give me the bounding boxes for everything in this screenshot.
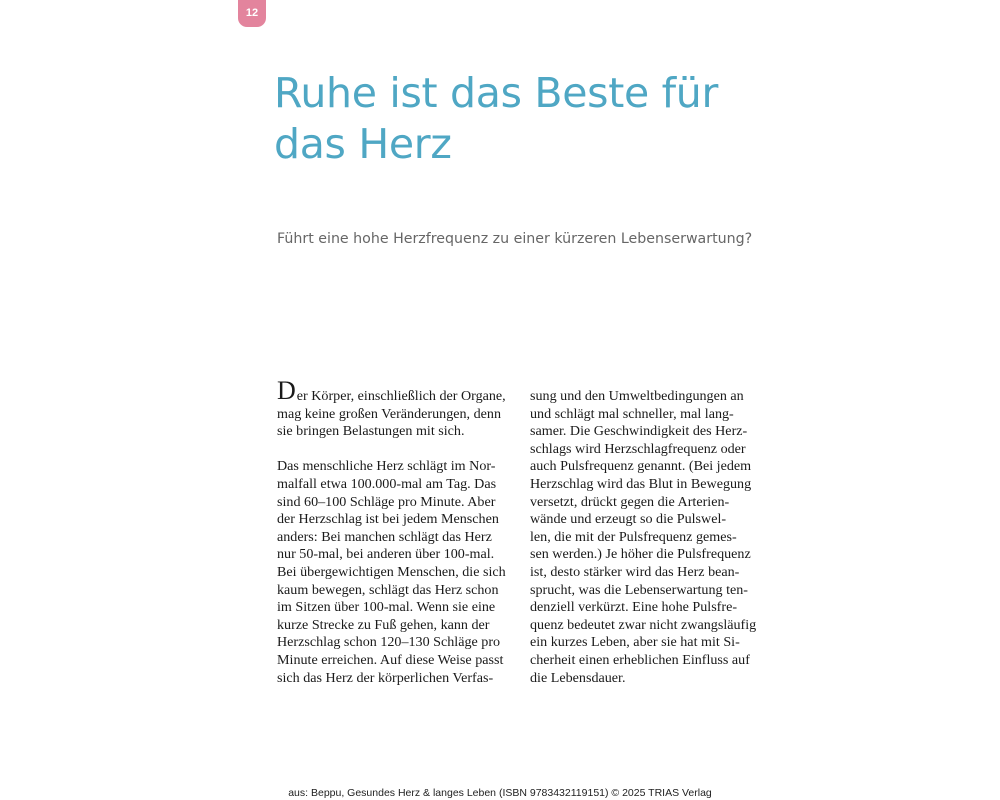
body-line: ist, desto stärker wird das Herz bean- [530, 563, 740, 580]
title-line: das Herz [274, 120, 452, 168]
body-line: sung und den Umweltbedingungen an [530, 388, 744, 404]
body-line: Das menschliche Herz schlägt im Nor- [277, 458, 496, 475]
body-line: auch Pulsfrequenz genannt. (Bei jedem [530, 458, 752, 475]
body-line: denziell verkürzt. Eine hohe Pulsfre- [530, 599, 738, 616]
body-line: malfall etwa 100.000-mal am Tag. Das [277, 475, 497, 492]
body-line: ein kurzes Leben, aber sie hat mit Si- [530, 634, 740, 651]
body-line: der Herzschlag ist bei jedem Menschen [277, 511, 499, 528]
body-line: anders: Bei manchen schlägt das Herz [277, 528, 492, 545]
body-line: cherheit einen erheblichen Einfluss auf [530, 651, 750, 668]
first-line [277, 376, 513, 406]
body-line: quenz bedeutet zwar nicht zwangsläufig [530, 616, 757, 633]
body-line: und schlägt mal schneller, mal lang- [530, 405, 734, 422]
body-column-left [277, 376, 513, 687]
body-line: sind 60–100 Schläge pro Minute. Aber [277, 493, 496, 510]
body-line: Herzschlag schon 120–130 Schläge pro [277, 634, 501, 651]
body-line: wände und erzeugt so die Pulswel- [530, 511, 727, 528]
body-line: schlags wird Herzschlagfrequenz oder [530, 440, 746, 457]
body-line: im Sitzen über 100-mal. Wenn sie eine [277, 599, 496, 616]
body-line: sie bringen Belastungen mit sich. [277, 423, 465, 440]
body-line: len, die mit der Pulsfrequenz gemes- [530, 528, 737, 545]
body-column-right [530, 388, 768, 687]
body-line: kurze Strecke zu Fuß gehen, kann der [277, 616, 490, 633]
body-line: kaum bewegen, schlägt das Herz schon [277, 581, 499, 598]
body-line: Minute erreichen. Auf diese Weise passt [277, 651, 504, 668]
body-line: Bei übergewichtigen Menschen, die sich [277, 563, 506, 580]
drop-cap: D [277, 376, 296, 405]
body-line: Herzschlag wird das Blut in Bewegung [530, 475, 752, 492]
title-line: Ruhe ist das Beste für [274, 69, 718, 117]
body-line: nur 50-mal, bei anderen über 100-mal. [277, 546, 495, 563]
body-line: er Körper, einschließlich der Organe, [296, 388, 506, 404]
body-line: versetzt, drückt gegen die Arterien- [530, 493, 730, 510]
body-line: mag keine großen Veränderungen, denn [277, 405, 501, 422]
source-footer: aus: Beppu, Gesundes Herz & langes Leben (ISBN 9783432119151) © 2025 TRIAS Verlag [288, 787, 712, 799]
body-line: sen werden.) Je höher die Pulsfrequenz [530, 546, 751, 563]
page-title [274, 68, 754, 170]
body-line: samer. Die Geschwindigkeit des Herz- [530, 423, 748, 440]
body-line: die Lebensdauer. [530, 669, 626, 686]
subtitle: Führt eine hohe Herzfrequenz zu einer kürzeren Lebenserwartung? [277, 231, 753, 247]
body-line: sich das Herz der körperlichen Verfas- [277, 669, 494, 686]
page-number-badge: 12 [238, 0, 266, 27]
body-line: sprucht, was die Lebenserwartung ten- [530, 581, 748, 598]
paragraph-gap [277, 441, 513, 459]
